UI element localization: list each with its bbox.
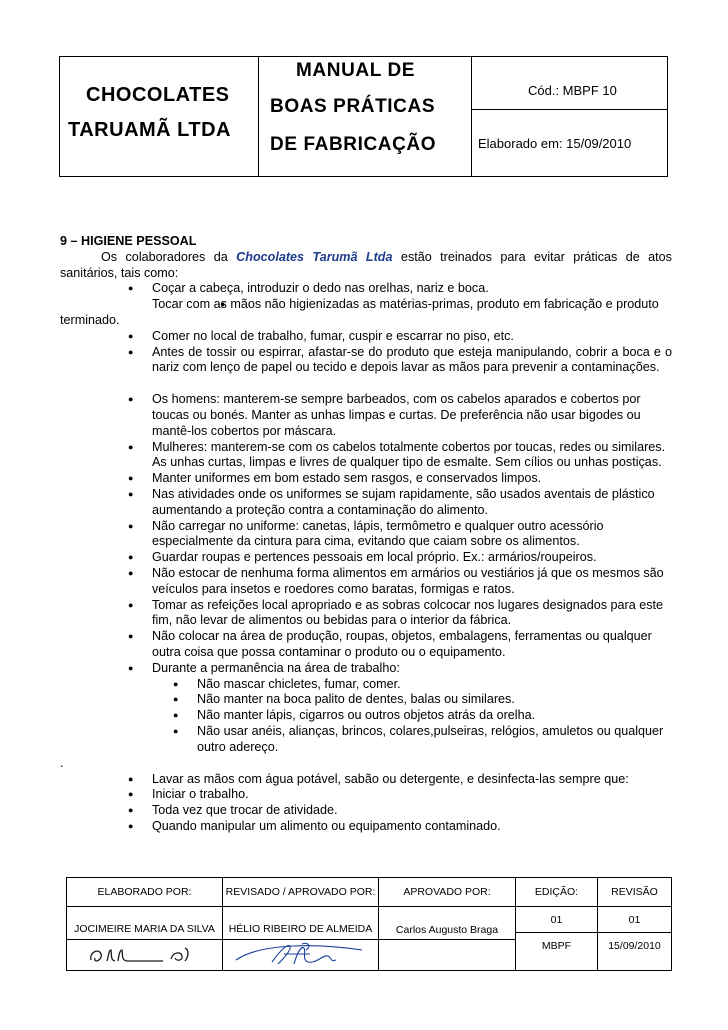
date-cell <box>472 110 668 176</box>
aprovado-nome: Carlos Augusto Braga <box>395 924 499 936</box>
company-cell <box>60 57 259 176</box>
list-item: ● Comer no local de trabalho, fumar, cuspir e escarrar no piso, etc. <box>60 329 672 345</box>
edicao-value: 01 <box>550 913 563 926</box>
manual-title-line3: DE FABRICAÇÃO <box>270 134 437 155</box>
sub-list-item: ● Não manter lápis, cigarros ou outros objetos atrás da orelha. <box>60 708 672 724</box>
header-revisao: REVISÃO <box>611 886 658 898</box>
revisao-value: 01 <box>628 913 641 926</box>
intro-text-before: Os colaboradores da <box>101 249 237 264</box>
list-item: ● Antes de tossir ou espirrar, afastar-se do produto que esteja manipulando, cobrir a boca e o nariz com lenço de papel ou tecido e depois lavar as mãos para prevenir a contaminações. <box>60 345 672 377</box>
section-title: 9 – HIGIENE PESSOAL <box>60 234 197 248</box>
header-aprovado: APROVADO POR: <box>403 886 491 898</box>
signature-jocimeire <box>85 942 210 968</box>
elaborated-date: Elaborado em: 15/09/2010 <box>478 136 632 151</box>
list-item: ● Durante a permanência na área de trabalho: <box>60 661 672 677</box>
manual-title-line2: BOAS PRÁTICAS <box>270 96 436 117</box>
sub-list-item: ● Não manter na boca palito de dentes, balas ou similares. <box>60 692 672 708</box>
brand-name: Chocolates Tarumã Ltda <box>236 249 393 264</box>
list-item: ● Lavar as mãos com água potável, sabão ou detergente, e desinfecta-las sempre que: <box>60 772 672 788</box>
list-item: ● Toda vez que trocar de atividade. <box>60 803 672 819</box>
manual-title-line1: MANUAL DE <box>296 60 416 81</box>
list-item: ● Manter uniformes em bom estado sem rasgos, e conservados limpos. <box>60 471 672 487</box>
title-cell <box>259 57 472 176</box>
header-edicao: EDIÇÃO: <box>534 886 579 898</box>
code-cell <box>472 57 668 110</box>
document-code: Cód.: MBPF 10 <box>528 83 617 98</box>
approval-footer-table <box>66 877 672 971</box>
list-item: ● Nas atividades onde os uniformes se sujam rapidamente, são usados aventais de plástico aumentando a proteção contra a contaminação do alimento. <box>60 487 672 519</box>
list-item: ● Iniciar o trabalho. <box>60 787 672 803</box>
list-item: ● Não carregar no uniforme: canetas, lápis, termômetro e qualquer outro acessório especialmente da cintura para cima, evitando que caiam sobre os alimentos. <box>60 519 672 551</box>
header-elaborado: ELABORADO POR: <box>97 886 192 898</box>
list-item: ● Tocar com as mãos não higienizadas as matérias-primas, produto em fabricação e produto terminado. <box>60 297 672 329</box>
list-item: ● Quando manipular um alimento ou equipamento contaminado. <box>60 819 672 835</box>
revisado-nome: HÉLIO RIBEIRO DE ALMEIDA <box>228 923 373 935</box>
elaborado-nome: JOCIMEIRE MARIA DA SILVA <box>74 923 215 935</box>
sub-list-item: ● Não usar anéis, alianças, brincos, colares,pulseiras, relógios, amuletos ou qualquer outro adereço. <box>60 724 672 756</box>
intro-text-after: estão treinados para evitar práticas de atos sanitários, tais como: <box>60 249 672 280</box>
list-item: ● Não estocar de nenhuma forma alimentos em armários ou vestiários já que os mesmos são veículos para insetos e roedores como baratas, formigas e ratos. <box>60 566 672 598</box>
list-item: ● Não colocar na área de produção, roupas, objetos, embalagens, ferramentas ou qualquer outra coisa que possa contaminar o produto ou o equipamento. <box>60 629 672 661</box>
signature-helio <box>232 940 372 970</box>
list-item: ● Coçar a cabeça, introduzir o dedo nas orelhas, nariz e boca. <box>60 281 672 297</box>
header-revisado: REVISADO / APROVADO POR: <box>225 886 376 898</box>
document-body <box>60 234 672 835</box>
company-name-line1: CHOCOLATES <box>86 84 230 106</box>
document-date: 15/09/2010 <box>608 940 661 952</box>
list-item: ● Tomar as refeições local apropriado e as sobras colcocar nos lugares designados para este fim, não levar de alimentos ou bebidas para o interior da fábrica. <box>60 598 672 630</box>
document-id: MBPF <box>541 940 572 952</box>
stray-dot: . <box>60 755 64 770</box>
sub-list-item: ● Não mascar chicletes, fumar, comer. <box>60 677 672 693</box>
document-header <box>59 56 668 177</box>
intro-paragraph <box>60 250 672 282</box>
company-name-line2: TARUAMÃ LTDA <box>68 119 232 141</box>
spacer <box>60 376 672 392</box>
list-item: ● Mulheres: manterem-se com os cabelos totalmente cobertos por toucas, redes ou similares. As unhas curtas, limpas e livres de qualquer tipo de esmalte. Sem cílios ou unhas postiças. <box>60 440 672 472</box>
list-item: ● Os homens: manterem-se sempre barbeados, com os cabelos aparados e cobertos por toucas ou bonés. Manter as unhas limpas e curtas. De preferência não usar bigodes ou mantê-los cobertos por máscara. <box>60 392 672 439</box>
list-item: ● Guardar roupas e pertences pessoais em local próprio. Ex.: armários/roupeiros. <box>60 550 672 566</box>
